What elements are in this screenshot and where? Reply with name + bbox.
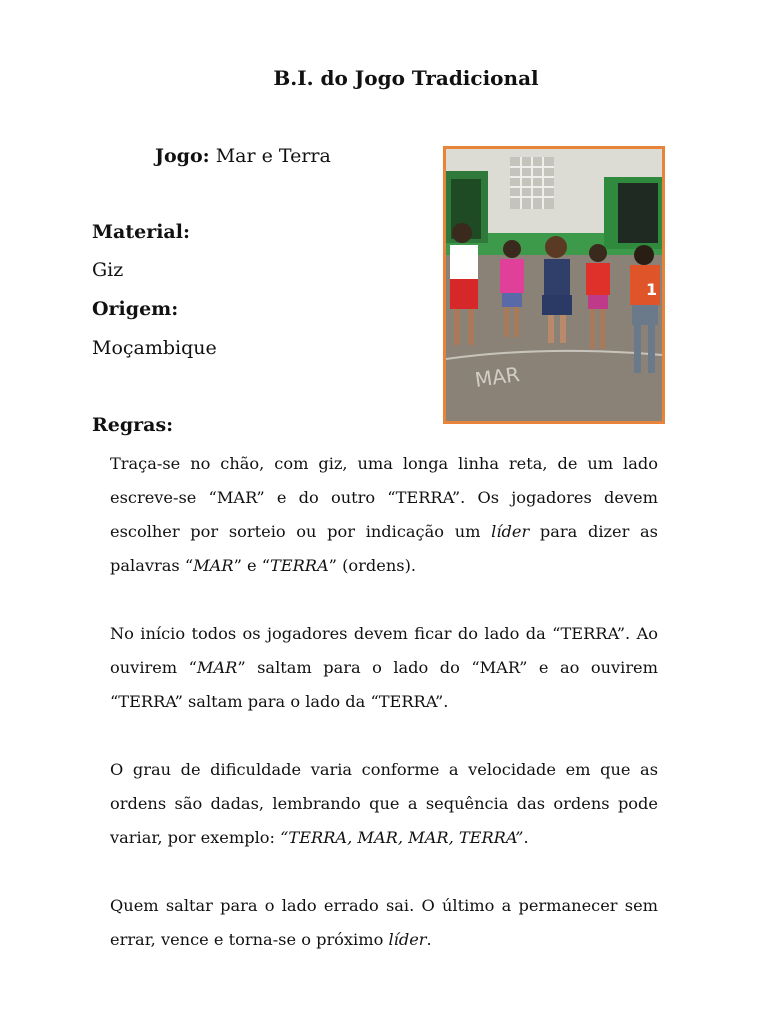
rules-text: No início todos os jogadores devem ficar do lado da “TERRA”. Ao ouvirem “ bbox=[110, 624, 658, 677]
rules-heading: Regras: bbox=[92, 414, 174, 436]
rules-text: . bbox=[523, 828, 529, 847]
rules-italic: líder bbox=[491, 522, 530, 541]
game-name: Mar e Terra bbox=[215, 145, 331, 167]
game-line bbox=[155, 145, 331, 167]
rules-text: ” saltam para o lado do “MAR” e ao ouvirem “TERRA” saltam para o lado da “TERRA”. bbox=[110, 658, 658, 711]
rules-italic: MAR bbox=[196, 658, 238, 677]
rules-text: para dizer as palavras “ bbox=[110, 522, 658, 575]
rules-italic: TERRA bbox=[269, 556, 329, 575]
rules-italic: líder bbox=[388, 930, 427, 949]
game-photo bbox=[443, 146, 665, 424]
material-heading: Material: bbox=[92, 221, 190, 243]
material-value: Giz bbox=[92, 259, 124, 281]
photo-jersey-number: 1 bbox=[646, 280, 658, 299]
game-photo-illustration bbox=[446, 149, 662, 421]
rules-italic: MAR bbox=[193, 556, 234, 575]
rules-text: Quem saltar para o lado errado sai. O último a permanecer sem errar, vence e torna-se o próximo bbox=[110, 896, 658, 949]
rules-text: ” e “ bbox=[233, 556, 270, 575]
rules-text: . bbox=[426, 930, 432, 949]
rules-italic: “TERRA, MAR, MAR, TERRA” bbox=[280, 828, 524, 847]
rules-text: O grau de dificuldade varia conforme a velocidade em que as ordens são dadas, lembrando que a sequência das ordens pode variar, por exemplo: bbox=[110, 760, 658, 847]
rules-text: ” (ordens). bbox=[328, 556, 417, 575]
rules-paragraph-3 bbox=[110, 753, 658, 855]
game-label: Jogo: bbox=[155, 145, 210, 167]
document-title: B.I. do Jogo Tradicional bbox=[273, 66, 539, 90]
origin-value: Moçambique bbox=[92, 337, 217, 359]
photo-floor-text: MAR bbox=[473, 361, 522, 392]
origin-heading: Origem: bbox=[92, 298, 179, 320]
rules-paragraph-2 bbox=[110, 617, 658, 719]
rules-paragraph-4 bbox=[110, 889, 658, 957]
rules-paragraph-1 bbox=[110, 447, 658, 583]
rules-body bbox=[110, 447, 658, 957]
rules-text: Traça-se no chão, com giz, uma longa linha reta, de um lado escreve-se “MAR” e do outro “TERRA”. Os jogadores devem escolher por sorteio ou por indicação um bbox=[110, 454, 658, 541]
